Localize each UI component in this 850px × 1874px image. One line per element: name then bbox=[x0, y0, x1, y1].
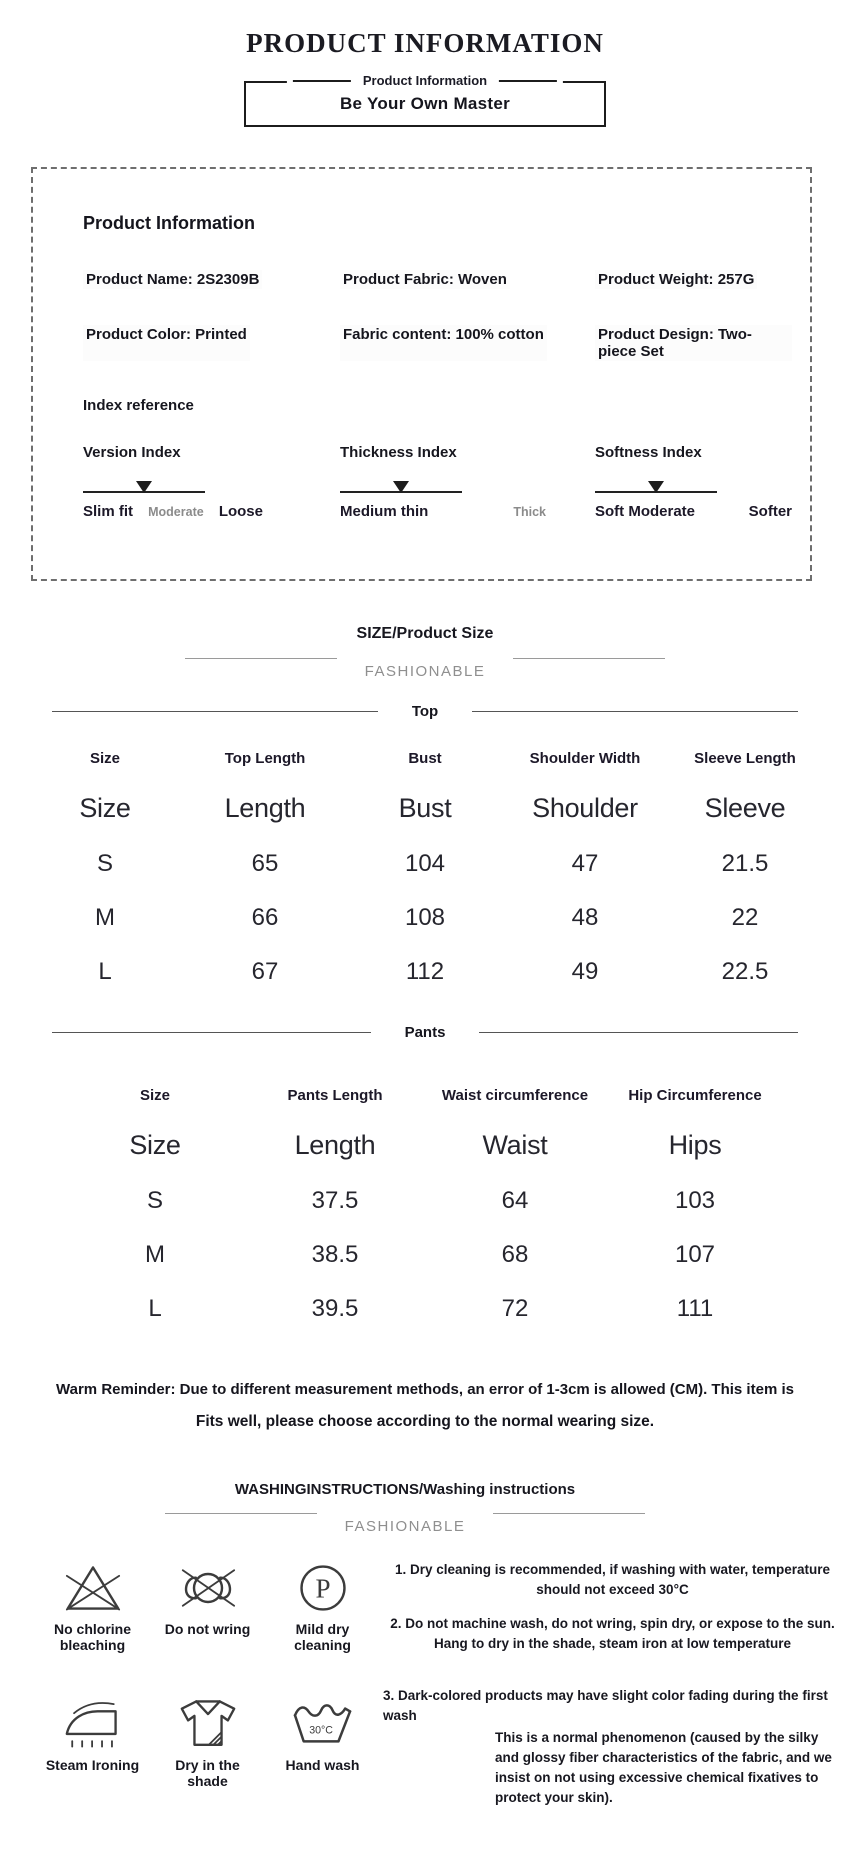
no-chlorine-bleaching-icon bbox=[58, 1560, 128, 1616]
divider-line bbox=[165, 1513, 317, 1514]
fashionable-divider bbox=[0, 1510, 830, 1536]
washing-icon-label: No chlorine bleaching bbox=[53, 1621, 131, 1654]
field-product-design: Product Design: Two-piece Set bbox=[595, 325, 792, 361]
table-subheader-cell: Bust bbox=[398, 793, 452, 823]
table-cell: 49 bbox=[571, 958, 599, 985]
divider-line bbox=[52, 1032, 371, 1034]
index-reference-label: Index reference bbox=[83, 397, 194, 414]
table-subheader-cell: Length bbox=[224, 793, 306, 823]
table-cell: 22.5 bbox=[721, 958, 769, 985]
table-subheader-cell: Hips bbox=[668, 1130, 722, 1160]
mild-dry-cleaning-icon bbox=[288, 1560, 358, 1616]
page-title: PRODUCT INFORMATION bbox=[246, 28, 604, 58]
dry-in-the-shade-icon bbox=[173, 1696, 243, 1752]
top-divider-label: Top bbox=[411, 703, 439, 720]
washing-icon-label: Steam Ironing bbox=[45, 1757, 140, 1774]
index-labels bbox=[340, 503, 546, 520]
table-header-cell: Bust bbox=[408, 750, 442, 767]
field-product-fabric: Product Fabric: Woven bbox=[340, 270, 510, 289]
table-subheader-cell: Length bbox=[294, 1130, 376, 1160]
index-column-softness bbox=[595, 444, 792, 520]
table-header-cell: Size bbox=[89, 750, 120, 767]
index-column-version bbox=[83, 444, 340, 520]
table-cell: 65 bbox=[251, 850, 279, 877]
field-product-name: Product Name: 2S2309B bbox=[83, 270, 262, 289]
warm-reminder-line2: Fits well, please choose according to the normal wearing size. bbox=[195, 1413, 655, 1430]
size-section-title: SIZE/Product Size bbox=[356, 625, 494, 642]
index-title: Version Index bbox=[83, 444, 181, 461]
table-header-cell: Hip Circumference bbox=[628, 1087, 762, 1104]
hero-slogan: Be Your Own Master bbox=[339, 94, 511, 113]
index-labels bbox=[83, 503, 263, 520]
table-cell: 47 bbox=[571, 850, 599, 877]
divider-line bbox=[493, 1513, 645, 1514]
table-cell: 37.5 bbox=[311, 1187, 359, 1214]
steam-ironing-icon bbox=[56, 1696, 130, 1752]
pants-size-table bbox=[65, 1087, 785, 1323]
pants-divider-label: Pants bbox=[404, 1024, 446, 1041]
table-cell: 21.5 bbox=[721, 850, 769, 877]
table-cell: L bbox=[98, 958, 112, 985]
table-cell: S bbox=[96, 850, 113, 877]
field-product-weight: Product Weight: 257G bbox=[595, 270, 757, 289]
washing-icon-label: Do not wring bbox=[164, 1621, 251, 1637]
table-header-cell: Top Length bbox=[224, 750, 306, 767]
table-subheader-cell: Size bbox=[129, 1130, 181, 1160]
pants-divider bbox=[52, 1024, 798, 1041]
dry-clean-symbol: P bbox=[314, 1573, 331, 1604]
washing-note: 1. Dry cleaning is recommended, if washing with water, temperature should not exceed 30°C bbox=[394, 1562, 831, 1598]
hero-box bbox=[244, 73, 606, 127]
table-header-cell: Size bbox=[139, 1087, 170, 1104]
warm-reminder-line1: Warm Reminder: Due to different measurement methods, an error of 1-3cm is allowed (CM). This item is bbox=[56, 1381, 794, 1398]
table-subheader-cell: Shoulder bbox=[532, 793, 638, 823]
washing-note: Hang to dry in the shade, steam iron at low temperature bbox=[433, 1635, 792, 1651]
divider-line bbox=[479, 1032, 798, 1034]
washing-icon-label: Hand wash bbox=[285, 1757, 360, 1774]
table-cell: 112 bbox=[405, 958, 445, 985]
slider-marker-icon bbox=[648, 481, 664, 493]
washing-icon-cell bbox=[266, 1560, 379, 1672]
table-cell: 108 bbox=[404, 904, 446, 931]
washing-icon-label: Mild dry cleaning bbox=[294, 1621, 351, 1654]
top-divider bbox=[52, 703, 798, 720]
index-labels bbox=[595, 503, 792, 520]
index-column-thickness bbox=[340, 444, 595, 520]
table-header-cell: Pants Length bbox=[287, 1087, 383, 1104]
divider-line bbox=[472, 711, 798, 713]
index-slider bbox=[595, 491, 717, 493]
hero-box-label: Product Information bbox=[362, 73, 488, 88]
washing-icon-cell bbox=[151, 1696, 264, 1808]
table-cell: 22 bbox=[731, 904, 759, 931]
washing-notes bbox=[383, 1560, 842, 1809]
table-header-cell: Waist circumference bbox=[441, 1087, 589, 1104]
hand-wash-icon bbox=[288, 1696, 358, 1752]
do-not-wring-icon bbox=[171, 1560, 245, 1616]
field-product-color: Product Color: Printed bbox=[83, 325, 250, 361]
table-cell: 111 bbox=[676, 1295, 714, 1322]
index-label: Soft Moderate bbox=[595, 503, 696, 520]
table-cell: M bbox=[145, 1241, 165, 1268]
washing-note: This is a normal phenomenon (caused by the silky and glossy fiber characteristics of the fabric, and we insist on not using excessive chemical fixatives to protect your skin). bbox=[495, 1729, 832, 1806]
table-cell: 104 bbox=[404, 850, 446, 877]
index-label: Slim fit bbox=[83, 503, 134, 520]
divider-line bbox=[293, 80, 351, 82]
table-subheader-cell: Waist bbox=[482, 1130, 548, 1160]
index-slider bbox=[83, 491, 205, 493]
index-title: Thickness Index bbox=[340, 444, 457, 461]
top-size-table bbox=[25, 750, 825, 986]
fashionable-watermark: FASHIONABLE bbox=[344, 1518, 466, 1535]
table-cell: 64 bbox=[501, 1187, 529, 1214]
table-cell: 107 bbox=[674, 1241, 716, 1268]
index-label: Softer bbox=[748, 503, 792, 520]
washing-icon-label: Dry in the shade bbox=[175, 1757, 240, 1790]
hand-wash-temperature: 30°C bbox=[308, 1724, 333, 1737]
panel-heading: Product Information bbox=[83, 213, 255, 233]
washing-icons-grid bbox=[36, 1560, 379, 1809]
washing-icon-cell bbox=[151, 1560, 264, 1672]
divider-line bbox=[52, 711, 378, 713]
table-cell: 66 bbox=[251, 904, 279, 931]
table-subheader-cell: Sleeve bbox=[704, 793, 786, 823]
divider-line bbox=[185, 658, 337, 659]
table-cell: 67 bbox=[251, 958, 279, 985]
slider-marker-icon bbox=[393, 481, 409, 493]
table-cell: S bbox=[146, 1187, 163, 1214]
table-header-cell: Sleeve Length bbox=[694, 750, 796, 767]
index-label: Medium thin bbox=[340, 503, 429, 520]
index-label: Moderate bbox=[148, 505, 204, 519]
index-label: Loose bbox=[218, 503, 263, 520]
table-cell: 38.5 bbox=[311, 1241, 359, 1268]
divider-line bbox=[499, 80, 557, 82]
table-cell: 72 bbox=[501, 1295, 529, 1322]
washing-section-title: WASHINGINSTRUCTIONS/Washing instructions bbox=[234, 1481, 576, 1498]
table-cell: 103 bbox=[674, 1187, 716, 1214]
washing-icon-cell bbox=[266, 1696, 379, 1808]
table-cell: 68 bbox=[501, 1241, 529, 1268]
washing-icon-cell bbox=[36, 1560, 149, 1672]
washing-content bbox=[36, 1560, 842, 1809]
table-header-cell: Shoulder Width bbox=[529, 750, 641, 767]
table-cell: 39.5 bbox=[311, 1295, 359, 1322]
slider-marker-icon bbox=[136, 481, 152, 493]
washing-icon-cell bbox=[36, 1696, 149, 1808]
warm-reminder bbox=[0, 1381, 850, 1431]
fashionable-watermark: FASHIONABLE bbox=[364, 663, 486, 680]
index-title: Softness Index bbox=[595, 444, 702, 461]
index-label: Thick bbox=[513, 505, 546, 519]
washing-note: 2. Do not machine wash, do not wring, spin dry, or expose to the sun. bbox=[390, 1615, 835, 1631]
field-fabric-content: Fabric content: 100% cotton bbox=[340, 325, 547, 361]
product-fields bbox=[83, 270, 790, 361]
product-info-panel bbox=[31, 167, 812, 581]
table-subheader-cell: Size bbox=[79, 793, 131, 823]
index-slider bbox=[340, 491, 462, 493]
table-cell: 48 bbox=[571, 904, 599, 931]
washing-note: 3. Dark-colored products may have slight color fading during the first wash bbox=[383, 1688, 828, 1724]
hero-box-label-wrap bbox=[287, 73, 563, 88]
index-columns bbox=[83, 444, 790, 520]
table-cell: L bbox=[148, 1295, 162, 1322]
fashionable-divider bbox=[0, 655, 850, 681]
divider-line bbox=[513, 658, 665, 659]
table-cell: M bbox=[95, 904, 115, 931]
